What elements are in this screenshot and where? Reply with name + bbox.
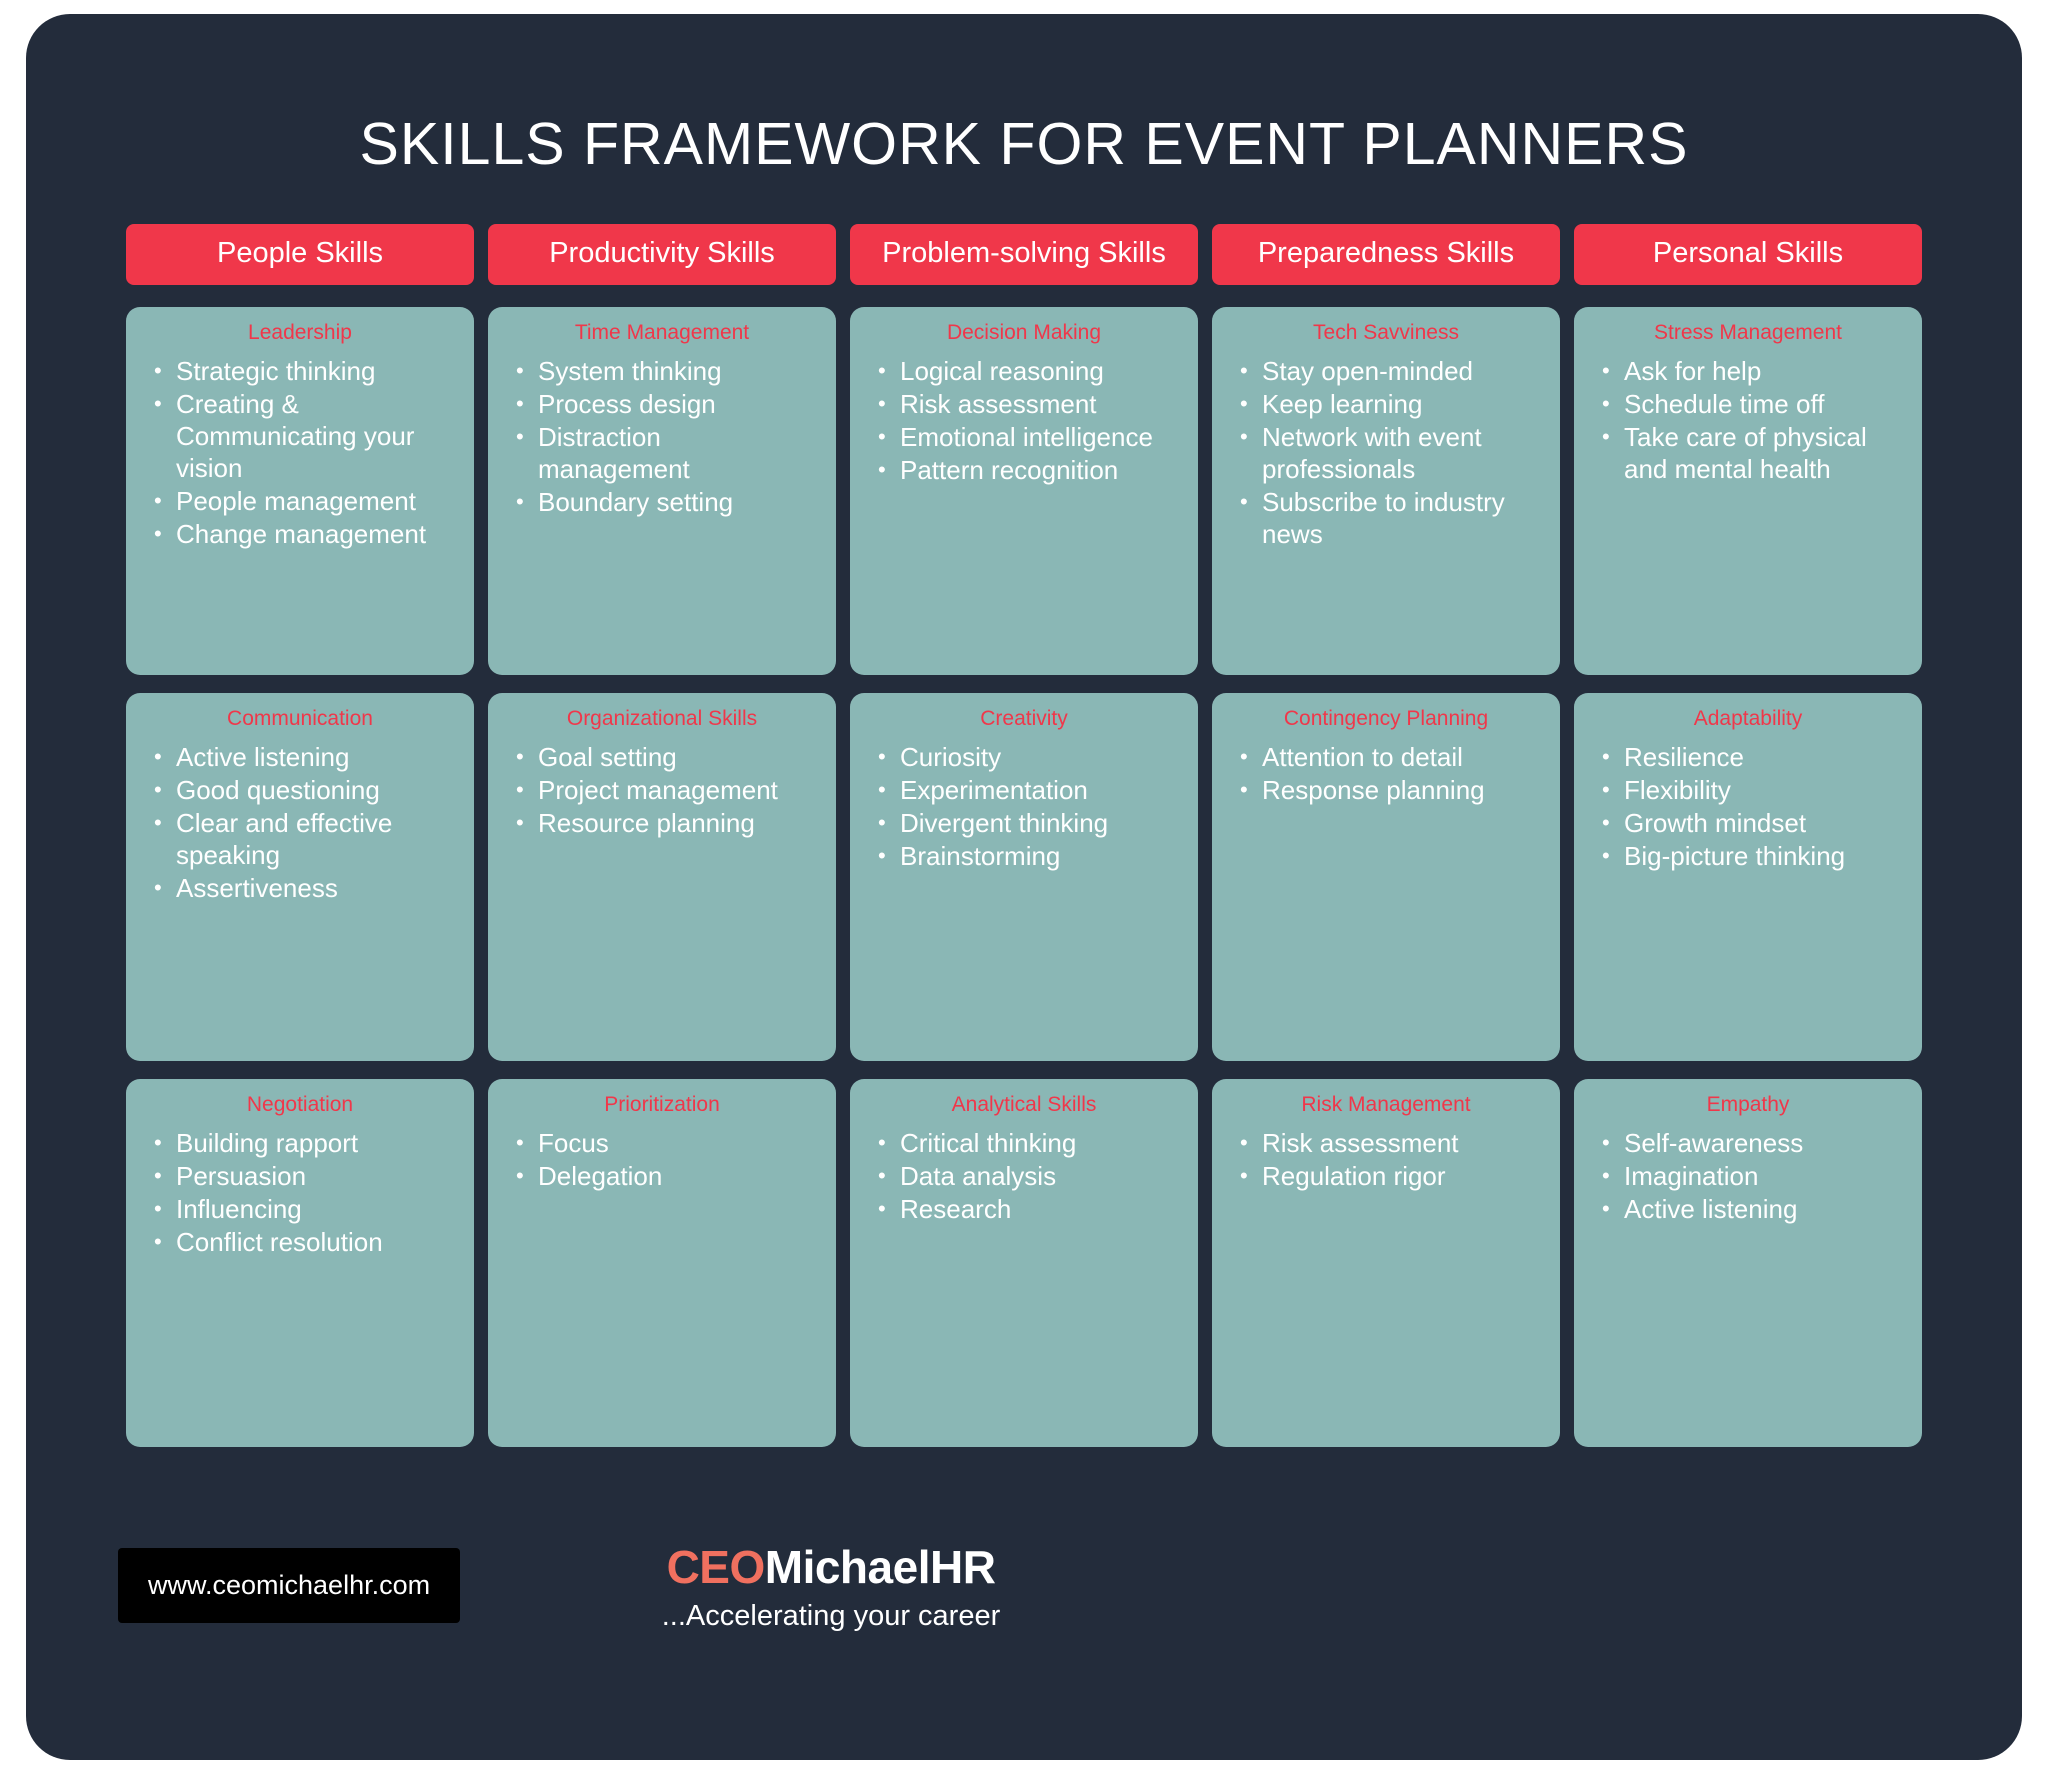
- list-item: • Flexibility: [1624, 774, 1904, 806]
- list-item: • Experimentation: [900, 774, 1180, 806]
- card-list: [504, 1127, 820, 1192]
- list-item: • Good questioning: [176, 774, 456, 806]
- list-item: • Resilience: [1624, 741, 1904, 773]
- brand-prefix: CEO: [666, 1541, 765, 1593]
- list-item: • Critical thinking: [900, 1127, 1180, 1159]
- card-list: [142, 355, 458, 550]
- list-item: • Risk assessment: [900, 388, 1180, 420]
- list-item: • Influencing: [176, 1193, 456, 1225]
- list-item: • Goal setting: [538, 741, 818, 773]
- card-list: [142, 1127, 458, 1258]
- card-title: Tech Savviness: [1313, 321, 1459, 344]
- card-title: Adaptability: [1693, 707, 1803, 730]
- skill-card[interactable]: [126, 1079, 474, 1447]
- list-item: • Data analysis: [900, 1160, 1180, 1192]
- list-item: • Clear and effective speaking: [176, 807, 456, 871]
- card-title: Empathy: [1706, 1093, 1790, 1116]
- list-item: • Change management: [176, 518, 456, 550]
- card-list: [1590, 741, 1906, 872]
- skill-columns: [26, 224, 2022, 1465]
- list-item: • Boundary setting: [538, 486, 818, 518]
- list-item: • Active listening: [176, 741, 456, 773]
- brand-suffix: MichaelHR: [764, 1541, 996, 1593]
- list-item: • Strategic thinking: [176, 355, 456, 387]
- list-item: • Ask for help: [1624, 355, 1904, 387]
- card-group-problem-solving: [850, 307, 1198, 1447]
- list-item: • Distraction management: [538, 421, 818, 485]
- skill-card[interactable]: [1212, 307, 1560, 675]
- list-item: • Resource planning: [538, 807, 818, 839]
- card-title: Contingency Planning: [1283, 707, 1489, 730]
- skill-card[interactable]: [126, 693, 474, 1061]
- list-item: • Process design: [538, 388, 818, 420]
- card-list: [1590, 355, 1906, 485]
- card-list: [866, 741, 1182, 872]
- card-list: [1228, 1127, 1544, 1192]
- card-title: Decision Making: [946, 321, 1102, 344]
- skill-column-preparedness: [1212, 224, 1560, 1465]
- skill-card[interactable]: [1574, 693, 1922, 1061]
- list-item: • Persuasion: [176, 1160, 456, 1192]
- card-group-preparedness: [1212, 307, 1560, 1447]
- list-item: • Take care of physical and mental health: [1624, 421, 1904, 485]
- skill-column-productivity: [488, 224, 836, 1465]
- column-header-people: People Skills: [126, 224, 474, 285]
- skill-card[interactable]: [1212, 1079, 1560, 1447]
- card-group-people: [126, 307, 474, 1447]
- skill-card[interactable]: [126, 307, 474, 675]
- list-item: • Focus: [538, 1127, 818, 1159]
- card-list: [866, 355, 1182, 486]
- list-item: • Creating & Communicating your vision: [176, 388, 456, 484]
- skill-column-people: [126, 224, 474, 1465]
- list-item: • Building rapport: [176, 1127, 456, 1159]
- column-header-preparedness: Preparedness Skills: [1212, 224, 1560, 285]
- skill-card[interactable]: [488, 307, 836, 675]
- skill-card[interactable]: [850, 1079, 1198, 1447]
- list-item: • System thinking: [538, 355, 818, 387]
- footer: [26, 1540, 2022, 1660]
- list-item: • Curiosity: [900, 741, 1180, 773]
- skill-card[interactable]: [1212, 693, 1560, 1061]
- card-group-productivity: [488, 307, 836, 1447]
- column-header-problem-solving: Problem-solving Skills: [850, 224, 1198, 285]
- list-item: • Active listening: [1624, 1193, 1904, 1225]
- card-title: Analytical Skills: [951, 1093, 1097, 1116]
- card-title: Negotiation: [246, 1093, 354, 1116]
- skill-card[interactable]: [850, 307, 1198, 675]
- list-item: • People management: [176, 485, 456, 517]
- card-list: [504, 355, 820, 518]
- list-item: • Schedule time off: [1624, 388, 1904, 420]
- card-title: Communication: [227, 707, 373, 730]
- list-item: • Subscribe to industry news: [1262, 486, 1542, 550]
- card-title: Prioritization: [604, 1093, 720, 1116]
- list-item: • Project management: [538, 774, 818, 806]
- list-item: • Big-picture thinking: [1624, 840, 1904, 872]
- skill-column-personal: [1574, 224, 1922, 1465]
- card-list: [866, 1127, 1182, 1225]
- card-group-personal: [1574, 307, 1922, 1447]
- list-item: • Research: [900, 1193, 1180, 1225]
- list-item: • Conflict resolution: [176, 1226, 456, 1258]
- card-title: Leadership: [248, 321, 352, 344]
- skill-card[interactable]: [1574, 1079, 1922, 1447]
- list-item: • Brainstorming: [900, 840, 1180, 872]
- card-list: [504, 741, 820, 839]
- list-item: • Stay open-minded: [1262, 355, 1542, 387]
- card-title: Creativity: [980, 707, 1068, 730]
- list-item: • Pattern recognition: [900, 454, 1180, 486]
- page-title: SKILLS FRAMEWORK FOR EVENT PLANNERS: [359, 111, 1689, 177]
- list-item: • Delegation: [538, 1160, 818, 1192]
- list-item: • Keep learning: [1262, 388, 1542, 420]
- column-header-personal: Personal Skills: [1574, 224, 1922, 285]
- infographic-board: [26, 14, 2022, 1760]
- card-list: [142, 741, 458, 904]
- card-title: Organizational Skills: [566, 707, 758, 730]
- card-title: Time Management: [574, 321, 750, 344]
- skill-column-problem-solving: [850, 224, 1198, 1465]
- brand-tagline: ...Accelerating your career: [661, 1600, 1001, 1632]
- card-list: [1590, 1127, 1906, 1225]
- list-item: • Risk assessment: [1262, 1127, 1542, 1159]
- list-item: • Divergent thinking: [900, 807, 1180, 839]
- skill-card[interactable]: [850, 693, 1198, 1061]
- card-title: Risk Management: [1301, 1093, 1471, 1116]
- list-item: • Regulation rigor: [1262, 1160, 1542, 1192]
- website-url[interactable]: www.ceomichaelhr.com: [118, 1548, 460, 1623]
- column-header-productivity: Productivity Skills: [488, 224, 836, 285]
- skill-card[interactable]: [488, 1079, 836, 1447]
- list-item: • Emotional intelligence: [900, 421, 1180, 453]
- card-title: Stress Management: [1654, 321, 1842, 344]
- brand-name: [621, 1540, 1041, 1594]
- list-item: • Response planning: [1262, 774, 1542, 806]
- skill-card[interactable]: [488, 693, 836, 1061]
- list-item: • Logical reasoning: [900, 355, 1180, 387]
- list-item: • Attention to detail: [1262, 741, 1542, 773]
- skill-card[interactable]: [1574, 307, 1922, 675]
- list-item: • Growth mindset: [1624, 807, 1904, 839]
- list-item: • Self-awareness: [1624, 1127, 1904, 1159]
- list-item: • Network with event professionals: [1262, 421, 1542, 485]
- list-item: • Assertiveness: [176, 872, 456, 904]
- brand-logo: [621, 1540, 1041, 1633]
- card-list: [1228, 355, 1544, 550]
- list-item: • Imagination: [1624, 1160, 1904, 1192]
- card-list: [1228, 741, 1544, 806]
